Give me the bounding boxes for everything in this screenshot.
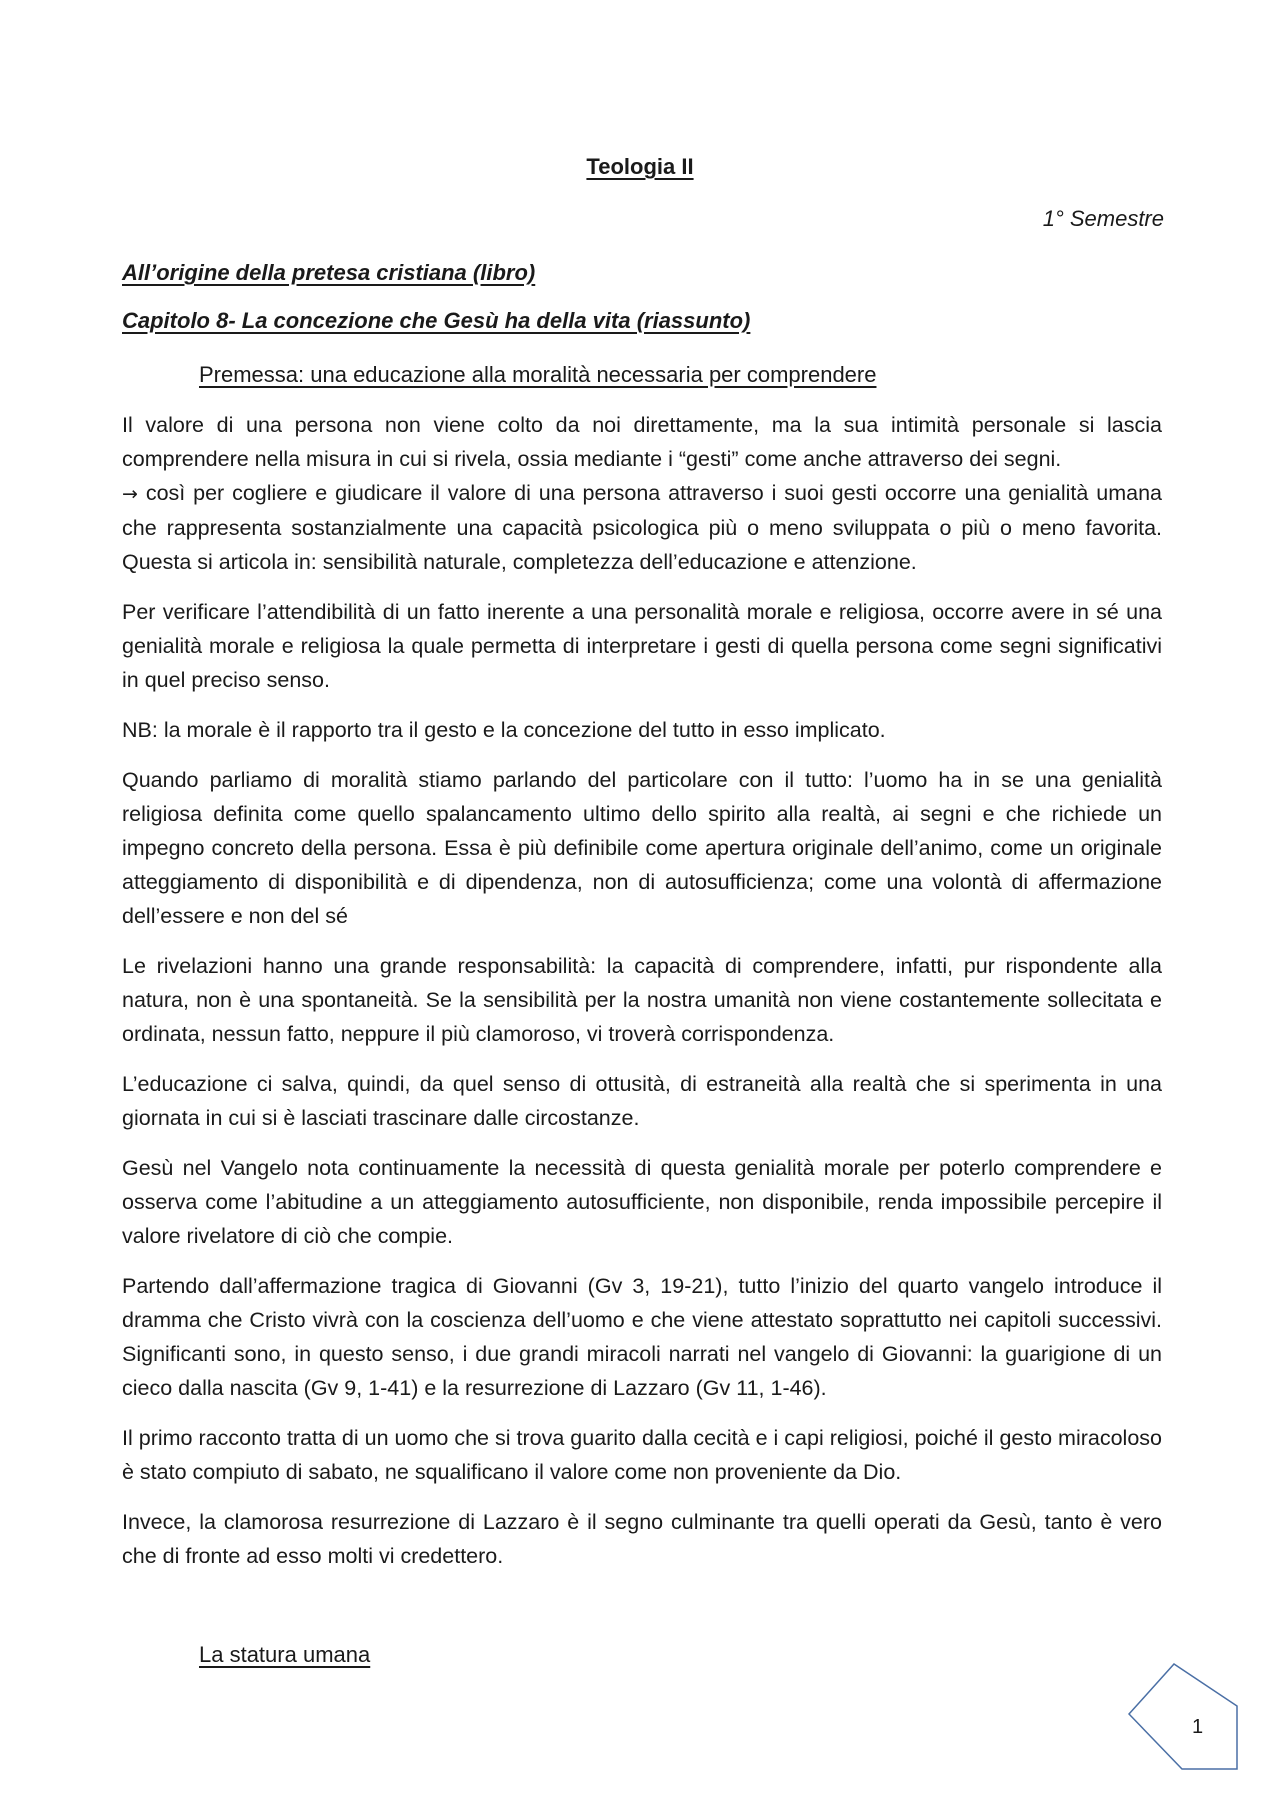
body-text	[122, 408, 1162, 1589]
paragraph-10: Invece, la clamorosa resurrezione di Lazzaro è il segno culminante tra quelli operati da Gesù, tanto è vero che di fronte ad esso molti vi credettero.	[122, 1510, 1162, 1568]
section-heading-premessa: Premessa: una educazione alla moralità necessaria per comprendere	[199, 362, 877, 387]
paragraph-7: Gesù nel Vangelo nota continuamente la necessità di questa genialità morale per poterlo comprendere e osserva come l’abitudine a un atteggiamento autosufficiente, non disponibile, renda impossibile percepire il valore rivelatore di ciò che compie.	[122, 1156, 1162, 1248]
paragraph-2: Per verificare l’attendibilità di un fatto inerente a una personalità morale e religiosa, occorre avere in sé una genialità morale e religiosa la quale permetta di interpretare i gesti di quella persona come segni significativi in quel preciso senso.	[122, 600, 1162, 692]
paragraph-1-text-b: così per cogliere e giudicare il valore di una persona attraverso i suoi gesti occorre una genialità umana che rappresenta sostanzialmente una capacità psicologica più o meno sviluppata o più o meno favorita. Questa si articola in: sensibilità naturale, completezza dell’educazione e attenzione.	[122, 481, 1162, 574]
document-title: Teologia II	[586, 154, 694, 179]
arrow-right-icon: →	[122, 483, 138, 505]
paragraph-8: Partendo dall’affermazione tragica di Giovanni (Gv 3, 19-21), tutto l’inizio del quarto vangelo introduce il dramma che Cristo vivrà con la coscienza dell’uomo e che viene attestato soprattutto nei capitoli successivi. Significanti sono, in questo senso, i due grandi miracoli narrati nel vangelo di Giovanni: la guarigione di un cieco dalla nascita (Gv 9, 1-41) e la resurrezione di Lazzaro (Gv 11, 1-46).	[122, 1274, 1162, 1400]
paragraph-3: NB: la morale è il rapporto tra il gesto e la concezione del tutto in esso implicato.	[122, 718, 886, 742]
paragraph-9: Il primo racconto tratta di un uomo che si trova guarito dalla cecità e i capi religiosi, poiché il gesto miracoloso è stato compiuto di sabato, ne squalificano il valore come non proveniente da Dio.	[122, 1426, 1162, 1484]
book-title: All’origine della pretesa cristiana (libro)	[122, 260, 536, 285]
page-corner-icon	[1128, 1660, 1238, 1770]
paragraph-5: Le rivelazioni hanno una grande responsabilità: la capacità di comprendere, infatti, pur rispondente alla natura, non è una spontaneità. Se la sensibilità per la nostra umanità non viene costantemente sollecitata e ordinata, nessun fatto, neppure il più clamoroso, vi troverà corrispondenza.	[122, 954, 1162, 1046]
paragraph-1-text-a: Il valore di una persona non viene colto da noi direttamente, ma la sua intimità personale si lascia comprendere nella misura in cui si rivela, ossia mediante i “gesti” come anche attraverso dei segni.	[122, 413, 1162, 471]
paragraph-1	[122, 408, 1162, 579]
page-number-badge	[1128, 1660, 1238, 1770]
paragraph-6: L’educazione ci salva, quindi, da quel senso di ottusità, di estraneità alla realtà che si sperimenta in una giornata in cui si è lasciati trascinare dalle circostanze.	[122, 1072, 1162, 1130]
chapter-title: Capitolo 8- La concezione che Gesù ha della vita (riassunto)	[122, 308, 751, 333]
paragraph-4: Quando parliamo di moralità stiamo parlando del particolare con il tutto: l’uomo ha in se una genialità religiosa definita come quello spalancamento ultimo dello spirito alla realtà, ai segni e che richiede un impegno concreto della persona. Essa è più definibile come apertura originale dell’animo, come un originale atteggiamento di disponibilità e di dipendenza, non di autosufficienza; come una volontà di affermazione dell’essere e non del sé	[122, 768, 1162, 928]
semester-label: 1° Semestre	[1042, 206, 1164, 231]
section-heading-statura-umana: La statura umana	[199, 1642, 371, 1667]
page-number: 1	[1192, 1716, 1204, 1738]
